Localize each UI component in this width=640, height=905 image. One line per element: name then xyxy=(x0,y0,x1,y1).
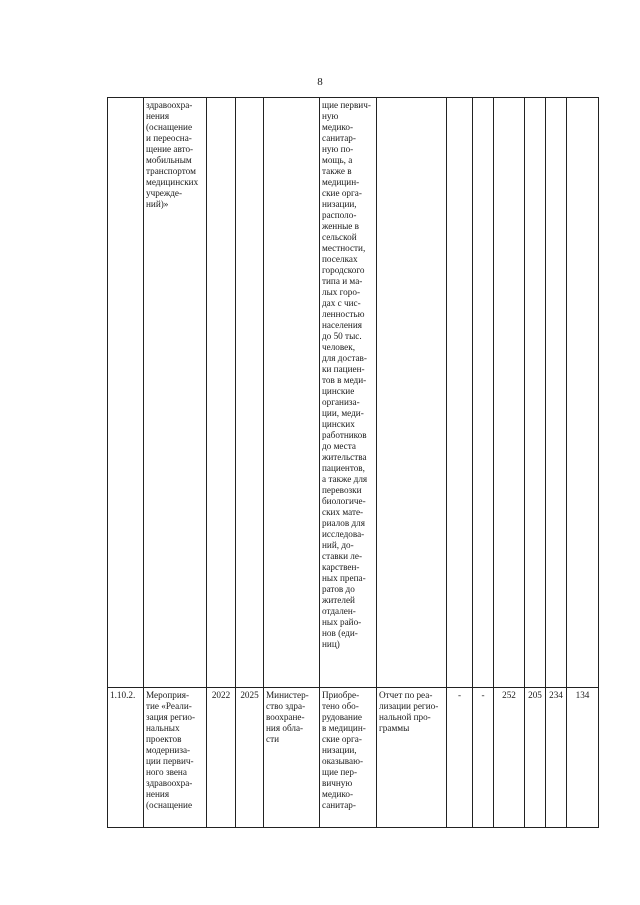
page-number: 8 xyxy=(317,76,323,88)
cell-value-4: 205 xyxy=(525,688,546,828)
cell-value-3: 252 xyxy=(494,688,525,828)
cell-value-5 xyxy=(546,98,567,688)
cell-start-year: 2022 xyxy=(207,688,236,828)
cell-report xyxy=(377,98,447,688)
cell-result: Приобре- тено обо- рудование в медицин- ские орга- низации, оказываю- щие пер- вичную медико- санитар- xyxy=(320,688,377,828)
cell-value-4 xyxy=(525,98,546,688)
program-measures-table xyxy=(107,97,599,828)
cell-value-1: - xyxy=(447,688,473,828)
cell-measure-name: здравоохра- нения (оснащение и переосна- щение авто- мобильным транспортом медицинских учрежде- ний)» xyxy=(144,98,207,688)
cell-report: Отчет по реа- лизации регио- нальной про- граммы xyxy=(377,688,447,828)
cell-executor: Министер- ство здра- воохране- ния обла- сти xyxy=(264,688,320,828)
table-row xyxy=(108,98,599,688)
cell-end-year xyxy=(236,98,264,688)
cell-value-3 xyxy=(494,98,525,688)
cell-start-year xyxy=(207,98,236,688)
cell-number xyxy=(108,98,144,688)
cell-value-2: - xyxy=(473,688,494,828)
cell-value-1 xyxy=(447,98,473,688)
cell-measure-name: Мероприя- тие «Реали- зация регио- нальных проектов модерниза- ции первич- ного звена здравоохра- нения (оснащение xyxy=(144,688,207,828)
cell-value-6: 134 xyxy=(567,688,599,828)
cell-result: щие первич- ную медико- санитар- ную по- мощь, а также в медицин- ские орга- низации, располо- женные в сельской местности, поселках городского типа и ма- лых горо- дах с чис- ленностью населения до 50 тыс. человек, для достав- ки пациен- тов в меди- цинские организа- ции, меди- цинских работников до места жительства пациентов, а также для перевозки биологиче- ских мате- риалов для исследова- ний, до- ставки ле- карствен- ных препа- ратов до жителей отдален- ных райо- нов (еди- ниц) xyxy=(320,98,377,688)
cell-executor xyxy=(264,98,320,688)
cell-value-2 xyxy=(473,98,494,688)
cell-number: 1.10.2. xyxy=(108,688,144,828)
table-row xyxy=(108,688,599,828)
cell-end-year: 2025 xyxy=(236,688,264,828)
cell-value-5: 234 xyxy=(546,688,567,828)
cell-value-6 xyxy=(567,98,599,688)
